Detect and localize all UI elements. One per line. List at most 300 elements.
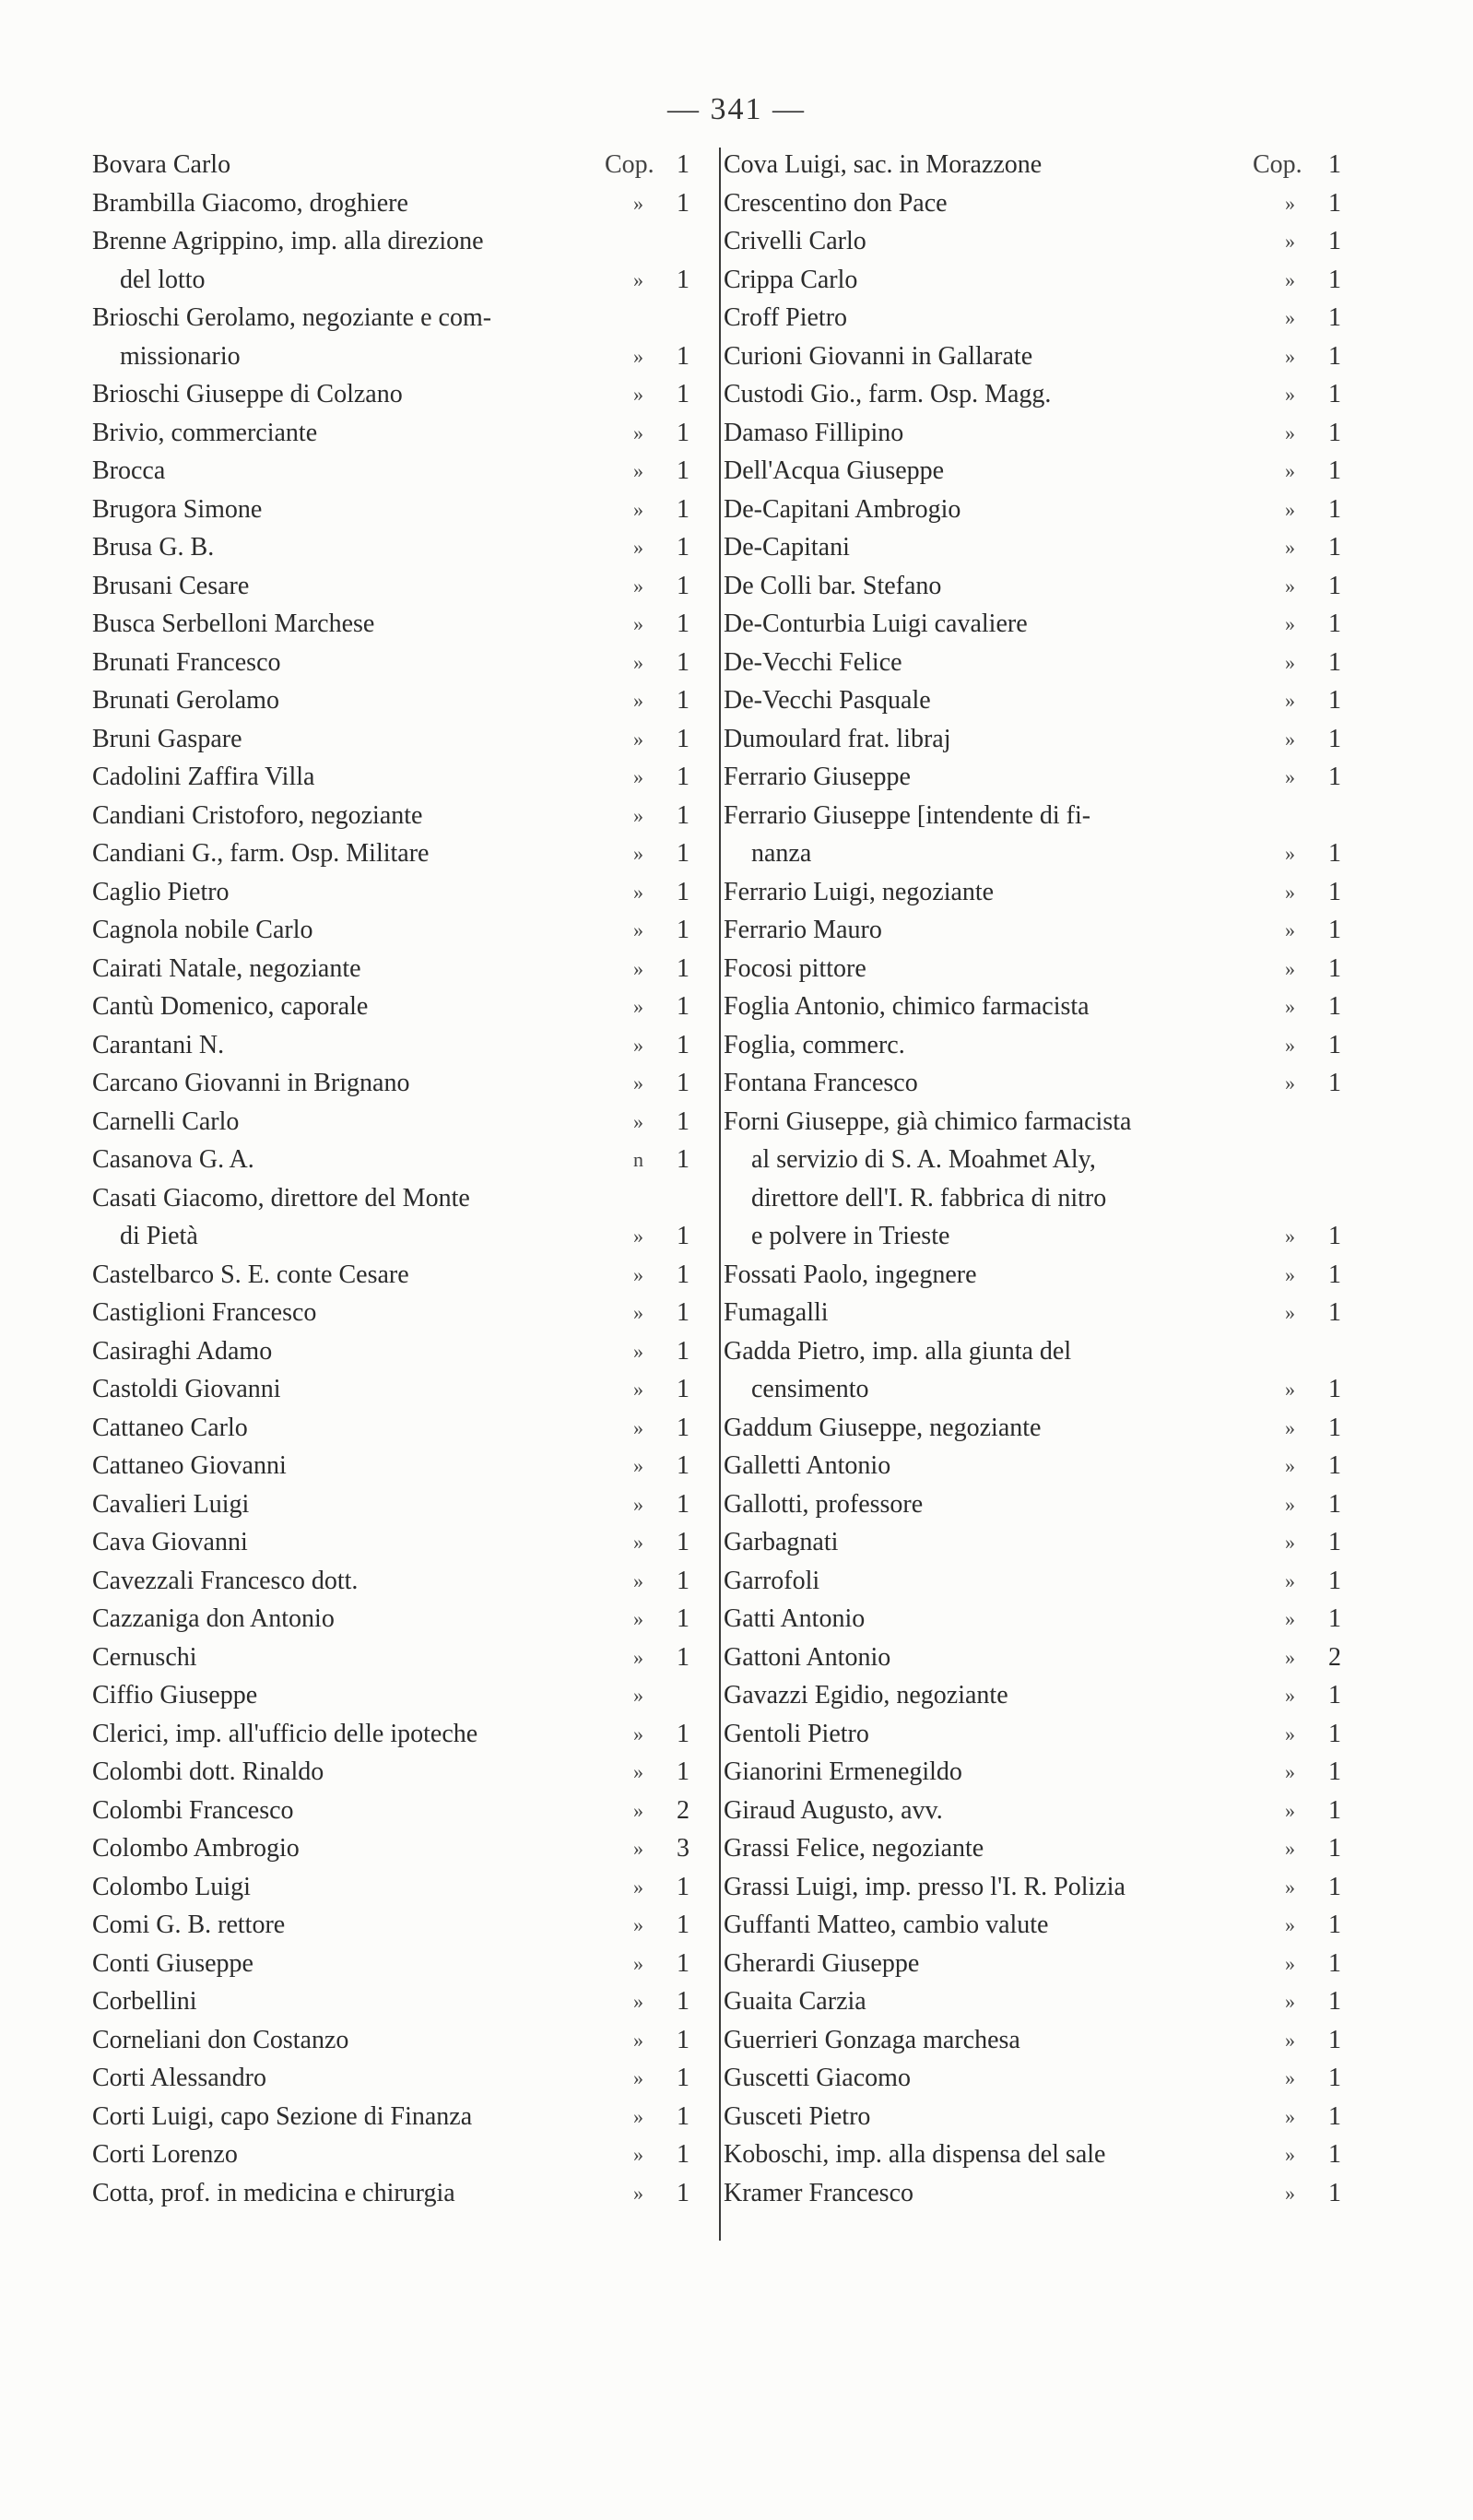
entry-quantity: 1	[1328, 763, 1341, 791]
list-item	[724, 299, 1341, 337]
list-item	[92, 1409, 689, 1448]
list-item	[92, 1829, 689, 1868]
entry-quantity: 2	[1328, 1642, 1341, 1672]
entry-quantity: 1	[1328, 647, 1341, 677]
ditto-mark: »	[1285, 956, 1295, 980]
entry-name: Gherardi Giuseppe	[724, 1948, 920, 1978]
entry-name: Carcano Giovanni in Brignano	[92, 1069, 410, 1097]
entry-name: Brioschi Giuseppe di Colzano	[92, 380, 403, 408]
ditto-mark: »	[1285, 842, 1295, 865]
list-item	[92, 1103, 689, 1142]
ditto-mark: »	[633, 689, 643, 712]
entry-name: Gadda Pietro, imp. alla giunta del	[724, 1336, 1072, 1366]
entry-name: Gianorini Ermenegildo	[724, 1757, 962, 1786]
ditto-mark: »	[633, 1262, 643, 1286]
ditto-mark: Cop.	[605, 150, 654, 179]
ditto-mark: »	[633, 2143, 643, 2166]
list-item	[92, 2135, 689, 2174]
list-item	[92, 873, 689, 912]
list-item	[724, 1868, 1341, 1907]
entry-name: Croff Pietro	[724, 303, 848, 332]
ditto-mark: »	[1285, 1415, 1295, 1439]
list-item	[92, 1639, 689, 1677]
ditto-mark: »	[633, 1339, 643, 1363]
list-item	[724, 2098, 1341, 2136]
ditto-mark: »	[633, 1913, 643, 1936]
ditto-mark: »	[1285, 1607, 1295, 1630]
list-item	[724, 337, 1341, 376]
entry-quantity: 1	[1328, 609, 1341, 638]
ditto-mark: »	[633, 612, 643, 635]
entry-name: Brambilla Giacomo, droghiere	[92, 188, 408, 218]
list-item	[724, 1792, 1341, 1830]
entry-name: Cairati Natale, negoziante	[92, 953, 361, 983]
ditto-mark: »	[633, 1990, 643, 2013]
ditto-mark: »	[633, 574, 643, 597]
ditto-mark: »	[1285, 689, 1295, 712]
entry-name: Gatti Antonio	[724, 1604, 866, 1633]
ditto-mark: »	[1285, 1492, 1295, 1516]
entry-name: Koboschi, imp. alla dispensa del sale	[724, 2140, 1106, 2169]
entry-name: al servizio di S. A. Moahmet Aly,	[751, 1145, 1096, 1174]
entry-quantity: 1	[1328, 1413, 1341, 1442]
entry-name: Gentoli Pietro	[724, 1719, 869, 1748]
ditto-mark: »	[1285, 1721, 1295, 1745]
ditto-mark: »	[633, 765, 643, 788]
entry-name: De-Vecchi Pasquale	[724, 686, 931, 715]
ditto-mark: »	[633, 918, 643, 941]
entry-name: e polvere in Trieste	[751, 1222, 950, 1250]
entry-name: Brugora Simone	[92, 494, 263, 524]
ditto-mark: »	[633, 1109, 643, 1133]
entry-name: Ferrario Mauro	[724, 916, 882, 944]
entry-quantity: 1	[1328, 1834, 1341, 1863]
list-item	[92, 2021, 689, 2060]
list-item	[724, 605, 1341, 644]
list-item	[724, 2135, 1341, 2174]
entry-quantity: 1	[1328, 1222, 1341, 1250]
ditto-mark: »	[633, 497, 643, 521]
list-item	[724, 1141, 1337, 1179]
list-item	[724, 950, 1341, 988]
entry-quantity: 1	[1328, 686, 1341, 715]
list-item	[92, 528, 689, 567]
entry-name: Gusceti Pietro	[724, 2101, 871, 2131]
entry-quantity: 1	[677, 1528, 689, 1556]
entry-name: Fumagalli	[724, 1298, 829, 1327]
ditto-mark: »	[1285, 191, 1295, 215]
entry-quantity: 1	[1328, 1757, 1341, 1786]
entry-name: Cavezzali Francesco dott.	[92, 1566, 359, 1595]
entry-quantity: 1	[1328, 1030, 1341, 1059]
ditto-mark: »	[633, 1492, 643, 1516]
entry-name: Gattoni Antonio	[724, 1642, 891, 1672]
entry-quantity: 1	[677, 533, 689, 562]
entry-quantity: 3	[677, 1834, 689, 1863]
entry-quantity: 1	[1328, 494, 1341, 524]
entry-name: Cernuschi	[92, 1642, 197, 1672]
ditto-mark: »	[1285, 1262, 1295, 1286]
ditto-mark: »	[633, 1721, 643, 1745]
list-item	[92, 491, 689, 529]
entry-quantity: 1	[677, 456, 689, 485]
list-item	[724, 1600, 1341, 1639]
ditto-mark: »	[633, 1225, 643, 1248]
entry-quantity: 1	[677, 1604, 689, 1633]
entry-quantity: 1	[677, 877, 689, 906]
entry-name: Candiani Cristoforo, negoziante	[92, 800, 423, 830]
list-item	[92, 2098, 689, 2136]
entry-quantity: 1	[1328, 1069, 1341, 1097]
ditto-mark: »	[1285, 1951, 1295, 1975]
entry-name: Corti Luigi, capo Sezione di Finanza	[92, 2101, 473, 2131]
entry-quantity: 1	[677, 1145, 689, 1174]
ditto-mark: »	[633, 344, 643, 368]
list-item	[724, 1409, 1341, 1448]
ditto-mark: »	[1285, 765, 1295, 788]
ditto-mark: »	[1285, 306, 1295, 329]
list-item	[92, 1179, 682, 1218]
entry-name: Brunati Francesco	[92, 647, 281, 677]
entry-quantity: 1	[677, 1413, 689, 1442]
ditto-mark: »	[1285, 650, 1295, 674]
entry-name: De-Conturbia Luigi cavaliere	[724, 609, 1028, 638]
entry-name: Crescentino don Pace	[724, 188, 948, 218]
entry-name: Colombi dott. Rinaldo	[92, 1757, 324, 1786]
list-item	[92, 1332, 689, 1371]
entry-quantity: 1	[677, 1106, 689, 1136]
entry-name: Grassi Felice, negoziante	[724, 1834, 984, 1863]
entry-quantity: 1	[677, 1298, 689, 1327]
ditto-mark: »	[1285, 1225, 1295, 1248]
entry-name: Cotta, prof. in medicina e chirurgia	[92, 2178, 455, 2207]
entry-name: Cattaneo Carlo	[92, 1413, 248, 1442]
entry-quantity: 1	[677, 2178, 689, 2207]
ditto-mark: »	[1285, 612, 1295, 635]
ditto-mark: »	[1285, 383, 1295, 406]
entry-name: nanza	[751, 839, 812, 868]
ditto-mark: »	[633, 1951, 643, 1975]
entry-quantity: 1	[1328, 2025, 1341, 2054]
entry-quantity: 1	[1328, 188, 1341, 218]
entry-quantity: 1	[677, 1336, 689, 1366]
ditto-mark: »	[1285, 420, 1295, 444]
list-item	[724, 146, 1341, 184]
entry-quantity: 1	[677, 1566, 689, 1595]
entry-name: Ciffio Giuseppe	[92, 1681, 258, 1710]
list-item	[724, 567, 1341, 606]
list-item	[92, 184, 689, 223]
list-item	[92, 1026, 689, 1065]
list-item	[724, 1256, 1341, 1295]
ditto-mark: »	[1285, 344, 1295, 368]
entry-quantity: 1	[677, 992, 689, 1021]
entry-name: Casati Giacomo, direttore del Monte	[92, 1183, 470, 1213]
list-item	[724, 375, 1341, 414]
entry-name: Curioni Giovanni in Gallarate	[724, 341, 1033, 371]
entry-name: Cova Luigi, sac. in Morazzone	[724, 150, 1043, 179]
list-item	[92, 375, 689, 414]
ditto-mark: »	[633, 1531, 643, 1554]
list-item	[92, 2174, 689, 2213]
list-item	[724, 988, 1341, 1026]
list-item	[724, 758, 1341, 797]
entry-quantity: 1	[1328, 418, 1341, 447]
list-item	[92, 1370, 689, 1409]
ditto-mark: »	[633, 842, 643, 865]
list-item	[724, 1676, 1341, 1715]
list-item	[92, 567, 689, 606]
entry-quantity: 1	[1328, 1375, 1341, 1403]
list-item	[724, 452, 1341, 491]
entry-name: Corti Lorenzo	[92, 2140, 238, 2169]
entry-name: Crippa Carlo	[724, 265, 858, 294]
list-item	[92, 681, 689, 720]
list-item	[92, 988, 689, 1026]
list-item	[724, 2021, 1341, 2060]
ditto-mark: »	[1285, 1454, 1295, 1477]
list-item	[724, 1217, 1341, 1256]
entry-name: Gavazzi Egidio, negoziante	[724, 1681, 1008, 1710]
list-item	[724, 1447, 1341, 1485]
ditto-mark: »	[1285, 1837, 1295, 1860]
entry-quantity: 1	[677, 150, 689, 179]
entry-quantity: 1	[677, 380, 689, 408]
list-item	[724, 1523, 1341, 1562]
list-item	[92, 1562, 689, 1601]
entry-quantity: 1	[677, 1069, 689, 1097]
ditto-mark: »	[633, 1684, 643, 1707]
list-item	[92, 1141, 689, 1179]
ditto-mark: »	[633, 1454, 643, 1477]
ditto-mark: »	[633, 1875, 643, 1899]
ditto-mark: »	[1285, 536, 1295, 559]
entry-name: Brenne Agrippino, imp. alla direzione	[92, 227, 484, 255]
entry-quantity: 1	[677, 1260, 689, 1289]
entry-name: Bovara Carlo	[92, 150, 231, 179]
ditto-mark: Cop.	[1253, 150, 1302, 179]
list-item	[92, 1485, 689, 1524]
list-item	[724, 1639, 1341, 1677]
list-item	[724, 1945, 1341, 1983]
list-item	[724, 834, 1341, 873]
ditto-mark: »	[1285, 1990, 1295, 2013]
entry-name: Damaso Fillipino	[724, 418, 904, 447]
entry-quantity: 1	[677, 839, 689, 868]
ditto-mark: »	[633, 2181, 643, 2205]
ditto-mark: »	[1285, 2143, 1295, 2166]
list-item	[92, 1868, 689, 1907]
entry-quantity: 1	[1328, 571, 1341, 600]
list-item	[724, 261, 1341, 300]
ditto-mark: »	[1285, 1033, 1295, 1057]
entry-name: Busca Serbelloni Marchese	[92, 609, 375, 638]
ditto-mark: »	[633, 1568, 643, 1592]
entry-name: Colombo Ambrogio	[92, 1834, 300, 1863]
list-item	[724, 797, 1337, 835]
list-item	[724, 222, 1341, 261]
list-item	[92, 644, 689, 682]
entry-name: Fossati Paolo, ingegnere	[724, 1260, 977, 1289]
list-item	[724, 1562, 1341, 1601]
list-item	[724, 184, 1341, 223]
ditto-mark: »	[1285, 1568, 1295, 1592]
entry-name: Custodi Gio., farm. Osp. Magg.	[724, 380, 1052, 408]
entry-name: Ferrario Luigi, negoziante	[724, 877, 995, 906]
entry-name: Cagnola nobile Carlo	[92, 916, 313, 944]
ditto-mark: »	[633, 1378, 643, 1401]
entry-quantity: 1	[1328, 992, 1341, 1021]
list-item	[724, 1715, 1341, 1754]
list-item	[724, 1103, 1337, 1142]
list-item	[92, 950, 689, 988]
ditto-mark: »	[633, 727, 643, 751]
list-item	[724, 1906, 1341, 1945]
list-item	[724, 1064, 1341, 1103]
entry-name: Guffanti Matteo, cambio valute	[724, 1911, 1049, 1939]
ditto-mark: »	[633, 1837, 643, 1860]
ditto-mark: »	[633, 1033, 643, 1057]
list-item	[724, 1294, 1341, 1332]
entry-quantity: 1	[677, 953, 689, 983]
ditto-mark: »	[1285, 2104, 1295, 2128]
entry-name: Cadolini Zaffira Villa	[92, 763, 315, 791]
entry-name: Bruni Gaspare	[92, 724, 242, 753]
entry-name: Garbagnati	[724, 1528, 839, 1556]
entry-name: direttore dell'I. R. fabbrica di nitro	[751, 1183, 1107, 1213]
entry-quantity: 1	[677, 341, 689, 371]
entry-quantity: 1	[677, 1948, 689, 1978]
entry-quantity: 1	[1328, 1451, 1341, 1480]
list-item	[724, 1982, 1341, 2021]
list-item	[92, 1676, 682, 1715]
entry-name: Castelbarco S. E. conte Cesare	[92, 1260, 409, 1289]
list-item	[92, 720, 689, 759]
entry-name: Conti Giuseppe	[92, 1948, 253, 1978]
entry-name: Clerici, imp. all'ufficio delle ipoteche	[92, 1719, 478, 1748]
entry-quantity: 2	[677, 1795, 689, 1825]
ditto-mark: »	[1285, 574, 1295, 597]
list-item	[92, 146, 689, 184]
entry-name: Kramer Francesco	[724, 2178, 914, 2207]
entry-quantity: 1	[1328, 2140, 1341, 2169]
entry-quantity: 1	[1328, 380, 1341, 408]
entry-quantity: 1	[1328, 303, 1341, 332]
ditto-mark: »	[1285, 1531, 1295, 1554]
entry-quantity: 1	[677, 571, 689, 600]
list-item	[724, 2059, 1341, 2098]
entry-quantity: 1	[677, 1222, 689, 1250]
list-item	[92, 1945, 689, 1983]
list-item	[724, 1485, 1341, 1524]
ditto-mark: »	[1285, 727, 1295, 751]
ditto-mark: »	[1285, 497, 1295, 521]
list-item	[92, 1294, 689, 1332]
list-item	[92, 1600, 689, 1639]
entry-name: Gaddum Giuseppe, negoziante	[724, 1413, 1042, 1442]
entry-quantity: 1	[1328, 533, 1341, 562]
entry-name: missionario	[120, 341, 241, 371]
list-item	[724, 1370, 1341, 1409]
entry-quantity: 1	[1328, 265, 1341, 294]
entry-quantity: 1	[677, 1451, 689, 1480]
list-item	[724, 644, 1341, 682]
ditto-mark: »	[633, 2066, 643, 2089]
list-item	[724, 1753, 1341, 1792]
list-item	[92, 758, 689, 797]
entry-name: Brivio, commerciante	[92, 418, 318, 447]
ditto-mark: »	[1285, 1913, 1295, 1936]
entry-quantity: 1	[1328, 1260, 1341, 1289]
list-item	[92, 337, 689, 376]
entry-quantity: 1	[677, 418, 689, 447]
entry-quantity: 1	[1328, 341, 1341, 371]
entry-quantity: 1	[1328, 916, 1341, 944]
entry-quantity: 1	[677, 609, 689, 638]
entry-quantity: 1	[677, 1987, 689, 2016]
entry-quantity: 1	[677, 647, 689, 677]
entry-name: Guaita Carzia	[724, 1987, 866, 2016]
column-divider	[719, 148, 721, 2241]
entry-name: Fontana Francesco	[724, 1069, 918, 1097]
ditto-mark: »	[1285, 230, 1295, 253]
entry-quantity: 1	[677, 724, 689, 753]
entry-quantity: 1	[1328, 2064, 1341, 2092]
entry-quantity: 1	[677, 265, 689, 294]
entry-quantity: 1	[1328, 2101, 1341, 2131]
entry-quantity: 1	[1328, 1566, 1341, 1595]
entry-name: Colombo Luigi	[92, 1872, 251, 1901]
entry-name: Castiglioni Francesco	[92, 1298, 317, 1327]
entry-quantity: 1	[677, 494, 689, 524]
list-item	[724, 911, 1341, 950]
ditto-mark: n	[633, 1148, 643, 1171]
entry-name: Ferrario Giuseppe [intendente di fi-	[724, 800, 1091, 830]
entry-name: Focosi pittore	[724, 953, 866, 983]
ditto-mark: »	[1285, 2028, 1295, 2052]
entry-quantity: 1	[677, 2140, 689, 2169]
list-item	[92, 1906, 689, 1945]
list-item	[92, 261, 689, 300]
entry-quantity: 1	[677, 1719, 689, 1748]
list-item	[92, 414, 689, 453]
ditto-mark: »	[633, 536, 643, 559]
entry-quantity: 1	[677, 1872, 689, 1901]
entry-name: Comi G. B. rettore	[92, 1911, 286, 1939]
entry-quantity: 1	[677, 686, 689, 715]
entry-name: Foglia, commerc.	[724, 1030, 905, 1059]
entry-name: Brusani Cesare	[92, 571, 250, 600]
list-item	[92, 222, 682, 261]
list-item	[724, 720, 1341, 759]
entry-quantity: 1	[677, 1030, 689, 1059]
entry-quantity: 1	[1328, 1489, 1341, 1519]
entry-quantity: 1	[1328, 1948, 1341, 1978]
ditto-mark: »	[1285, 1378, 1295, 1401]
list-item	[92, 1064, 689, 1103]
ditto-mark: »	[633, 1301, 643, 1324]
ditto-mark: »	[633, 995, 643, 1018]
entry-name: Crivelli Carlo	[724, 227, 866, 255]
entry-quantity: 1	[677, 188, 689, 218]
ditto-mark: »	[1285, 2181, 1295, 2205]
ditto-mark: »	[633, 2028, 643, 2052]
ditto-mark: »	[633, 2104, 643, 2128]
list-item	[92, 1217, 689, 1256]
list-item	[724, 1179, 1337, 1218]
list-item	[92, 911, 689, 950]
entry-name: Foglia Antonio, chimico farmacista	[724, 992, 1090, 1021]
